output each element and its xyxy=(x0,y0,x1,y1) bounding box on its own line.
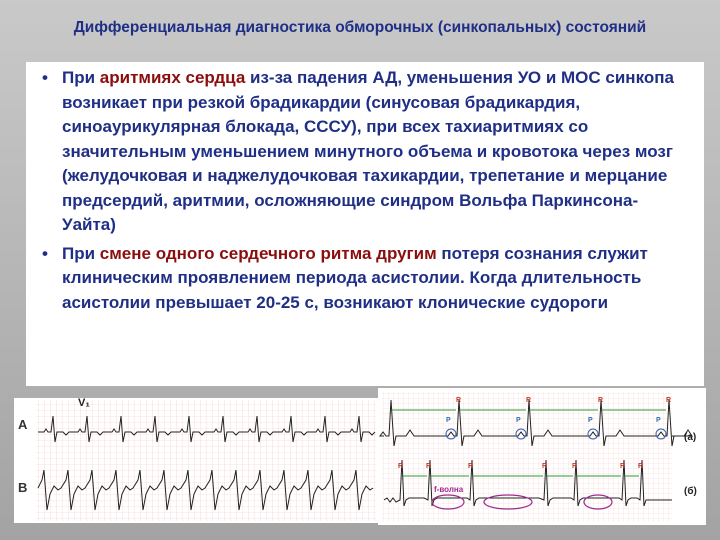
r-wave-label: R xyxy=(468,463,474,470)
bullet-highlight: смене одного сердечного ритма другим xyxy=(99,243,437,263)
r-wave-label: R xyxy=(620,463,626,470)
panel-a-label: (а) xyxy=(684,432,697,443)
r-wave-label: R xyxy=(542,463,548,470)
bullet-marker: • xyxy=(42,68,48,87)
p-wave-label: P xyxy=(516,417,521,424)
ecg-right-svg xyxy=(378,388,706,525)
lead-label: V₁ xyxy=(78,398,90,409)
bullet-highlight: аритмиях сердца xyxy=(99,68,246,87)
p-wave-label: P xyxy=(588,417,593,424)
r-wave-label: R xyxy=(572,463,578,470)
f-wave-label: f-волна xyxy=(434,485,464,494)
bullet-text: потеря сознания служит клиническим проявлением периода асистолии. Когда длительность асистолии превышает 20-25 с, возникают клонические судороги xyxy=(62,243,648,312)
bullet-marker: • xyxy=(42,243,48,263)
r-wave-label: R xyxy=(456,397,462,404)
strip-b-label: B xyxy=(18,480,28,495)
ecg-image-right xyxy=(378,388,706,525)
r-wave-label: R xyxy=(426,463,432,470)
r-wave-label: R xyxy=(598,397,604,404)
r-wave-label: R xyxy=(666,397,672,404)
bullet-rhythm-change xyxy=(38,242,692,316)
bullet-arrhythmia xyxy=(38,66,692,238)
r-wave-label: R xyxy=(526,397,532,404)
slide-title: Дифференциальная диагностика обморочных (синкопальных) состояний xyxy=(73,19,647,36)
panel-b-label: (б) xyxy=(684,486,697,497)
bullet-prefix: При xyxy=(62,243,100,263)
ecg-grid xyxy=(382,392,672,522)
content-panel xyxy=(26,62,704,386)
r-wave-label: R xyxy=(398,463,404,470)
bullet-prefix: При xyxy=(62,68,100,87)
strip-a-label: A xyxy=(18,417,28,432)
ecg-image-left xyxy=(14,398,378,523)
bullet-text: из-за падения АД, уменьшения УО и МОС синкопа возникает при резкой брадикардии (синусовая брадикардия, синоаурикулярная блокада, СССУ), при всех тахиаритмиях со значительным уменьшением минутного объема и кровотока через мозг (желудочковая и наджелудочковая тахикардии, трепетание и мерцание предсердий, аритмии, осложняющие синдром Вольфа Паркинсона-Уайта) xyxy=(62,68,674,234)
ecg-left-svg xyxy=(14,398,378,523)
r-wave-label: R xyxy=(638,463,644,470)
p-wave-label: P xyxy=(656,417,661,424)
p-wave-label: P xyxy=(446,417,451,424)
